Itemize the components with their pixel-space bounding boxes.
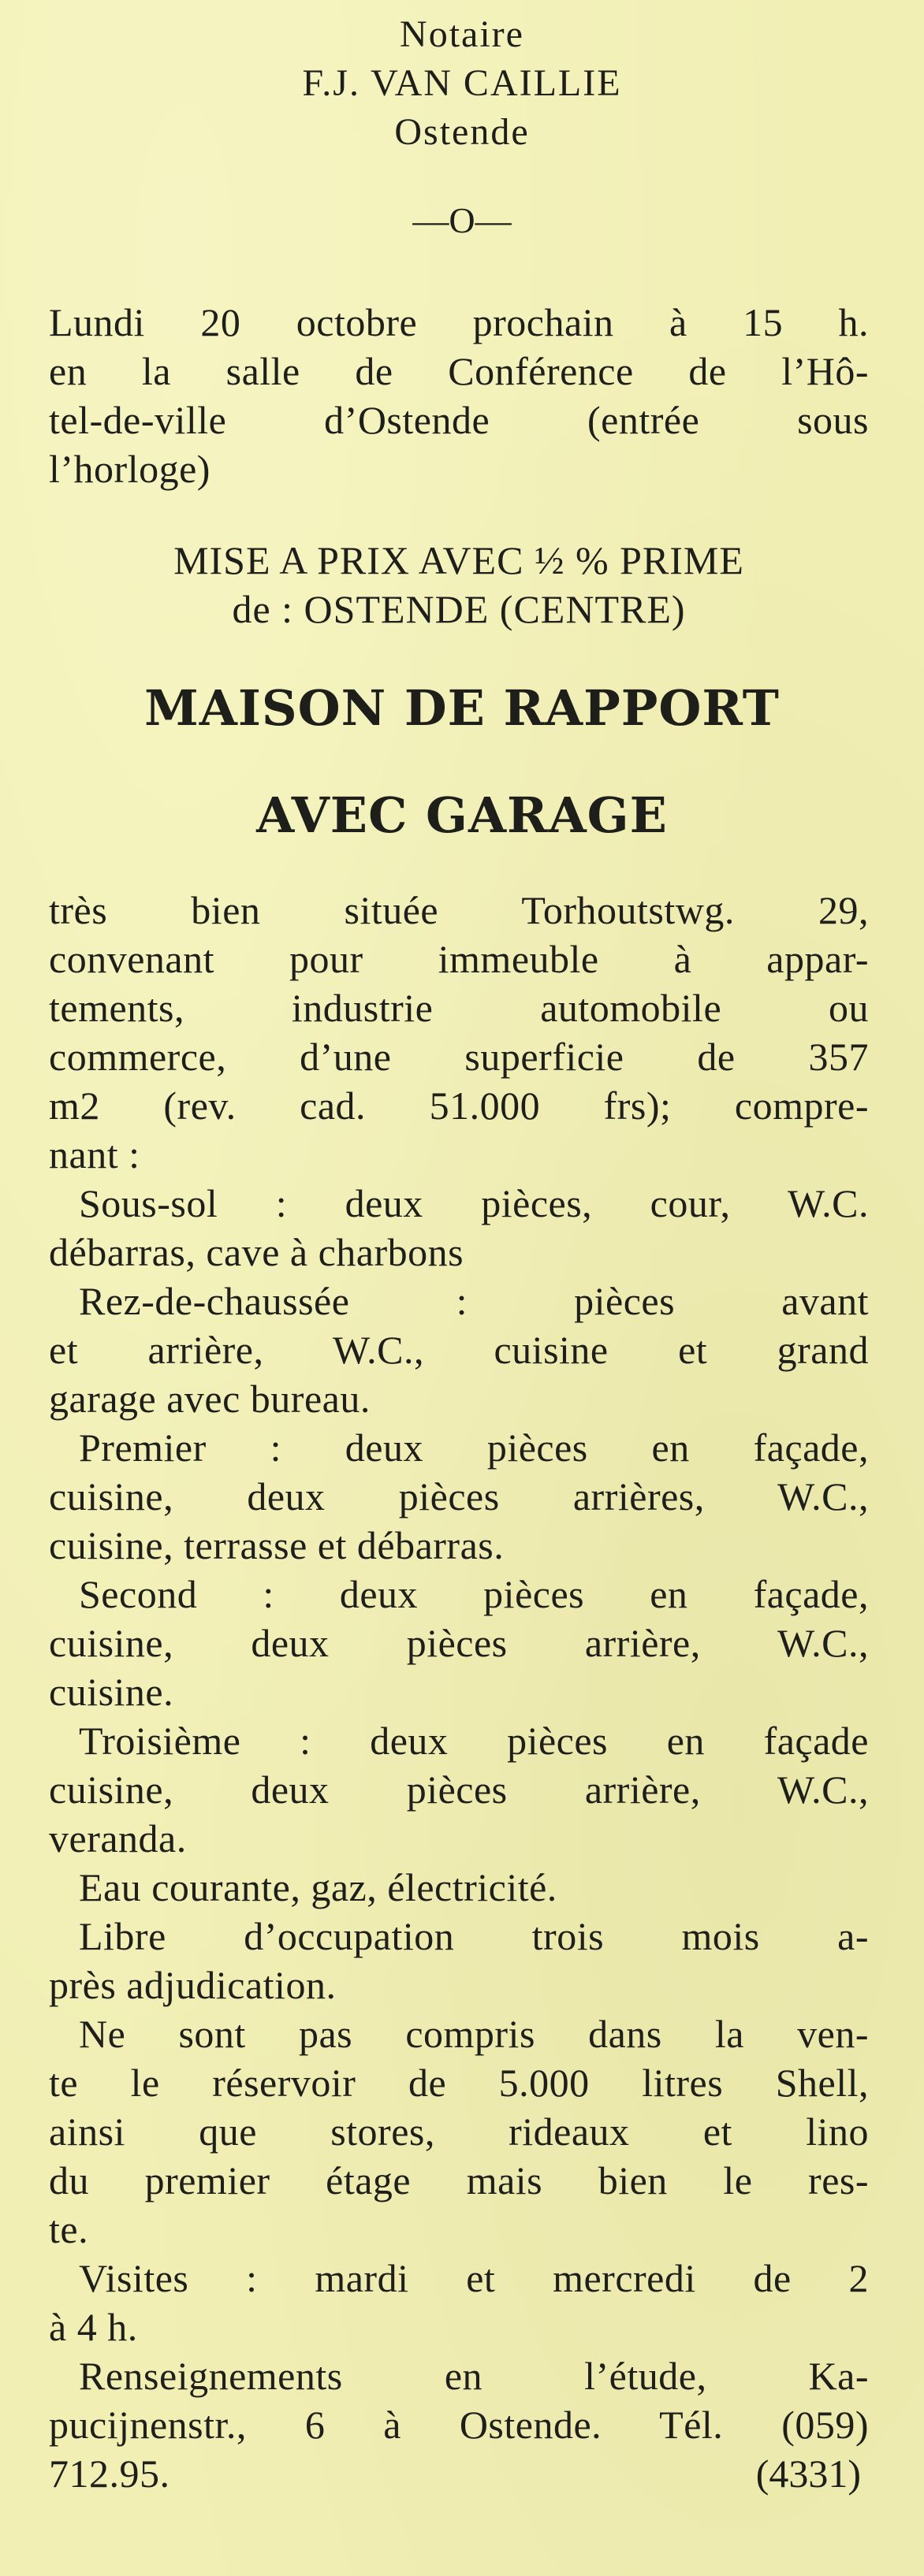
notary-name: F.J. VAN CAILLIE [302, 62, 622, 104]
body-line: garage avec bureau. [49, 1377, 371, 1421]
body-line: à 4 h. [49, 2305, 138, 2349]
body-line: tements, industrie automobile ou [49, 986, 869, 1030]
body-line: commerce, d’une superficie de 357 [49, 1035, 869, 1079]
body-line: cuisine, terrasse et débarras. [49, 1523, 505, 1567]
body-line: convenant pour immeuble à appar- [49, 937, 869, 981]
body-line: du premier étage mais bien le res- [49, 2158, 869, 2202]
notary-title: Notaire [400, 13, 524, 55]
body-line-occupancy: Libre d’occupation trois mois a- [79, 1914, 869, 1958]
body-line: cuisine. [49, 1670, 174, 1714]
announcement-line: l’horloge) [49, 447, 211, 491]
body-line: pucijnenstr., 6 à Ostende. Tél. (059) [49, 2403, 869, 2447]
section-divider: —O— [412, 200, 512, 240]
body-line: cuisine, deux pièces arrières, W.C., [49, 1474, 869, 1518]
announcement-line: tel-de-ville d’Ostende (entrée sous [49, 398, 869, 442]
body-line: te le réservoir de 5.000 litres Shell, [49, 2061, 869, 2105]
body-line-ground-floor: Rez-de-chaussée : pièces avant [79, 1279, 869, 1323]
notary-city: Ostende [394, 111, 530, 153]
body-line: très bien située Torhoutstwg. 29, [49, 888, 869, 932]
headline-main: MAISON DE RAPPORT [144, 679, 780, 737]
body-line-basement: Sous-sol : deux pièces, cour, W.C. [79, 1181, 869, 1225]
body-line-second-floor: Second : deux pièces en façade, [79, 1572, 869, 1616]
body-line: cuisine, deux pièces arrière, W.C., [49, 1768, 869, 1812]
body-line: et arrière, W.C., cuisine et grand [49, 1328, 869, 1372]
body-line: débarras, cave à charbons [49, 1230, 464, 1274]
body-line-utilities: Eau courante, gaz, électricité. [79, 1865, 557, 1909]
body-line: nant : [49, 1132, 140, 1176]
body-line-first-floor: Premier : deux pièces en façade, [79, 1426, 869, 1470]
reference-code: (4331) [755, 2451, 861, 2496]
headline-sub: AVEC GARAGE [256, 786, 668, 844]
body-line: cuisine, deux pièces arrière, W.C., [49, 1621, 869, 1665]
body-line-exclusions: Ne sont pas compris dans la ven- [79, 2012, 869, 2056]
body-line-third-floor: Troisième : deux pièces en façade [79, 1719, 869, 1763]
body-line: près adjudication. [49, 1963, 337, 2007]
sale-terms-location: de : OSTENDE (CENTRE) [232, 587, 686, 631]
body-line-information: Renseignements en l’étude, Ka- [79, 2354, 869, 2398]
body-line: ainsi que stores, rideaux et lino [49, 2109, 869, 2154]
announcement-line: Lundi 20 octobre prochain à 15 h. [49, 300, 869, 344]
body-line: m2 (rev. cad. 51.000 frs); compre- [49, 1084, 869, 1128]
body-line-visits: Visites : mardi et mercredi de 2 [79, 2256, 869, 2300]
body-line-phone: 712.95. [49, 2451, 170, 2496]
announcement-line: en la salle de Conférence de l’Hô- [49, 349, 869, 393]
body-line: te. [49, 2207, 89, 2251]
body-line: veranda. [49, 1816, 187, 1860]
sale-terms-line: MISE A PRIX AVEC ½ % PRIME [173, 538, 744, 582]
